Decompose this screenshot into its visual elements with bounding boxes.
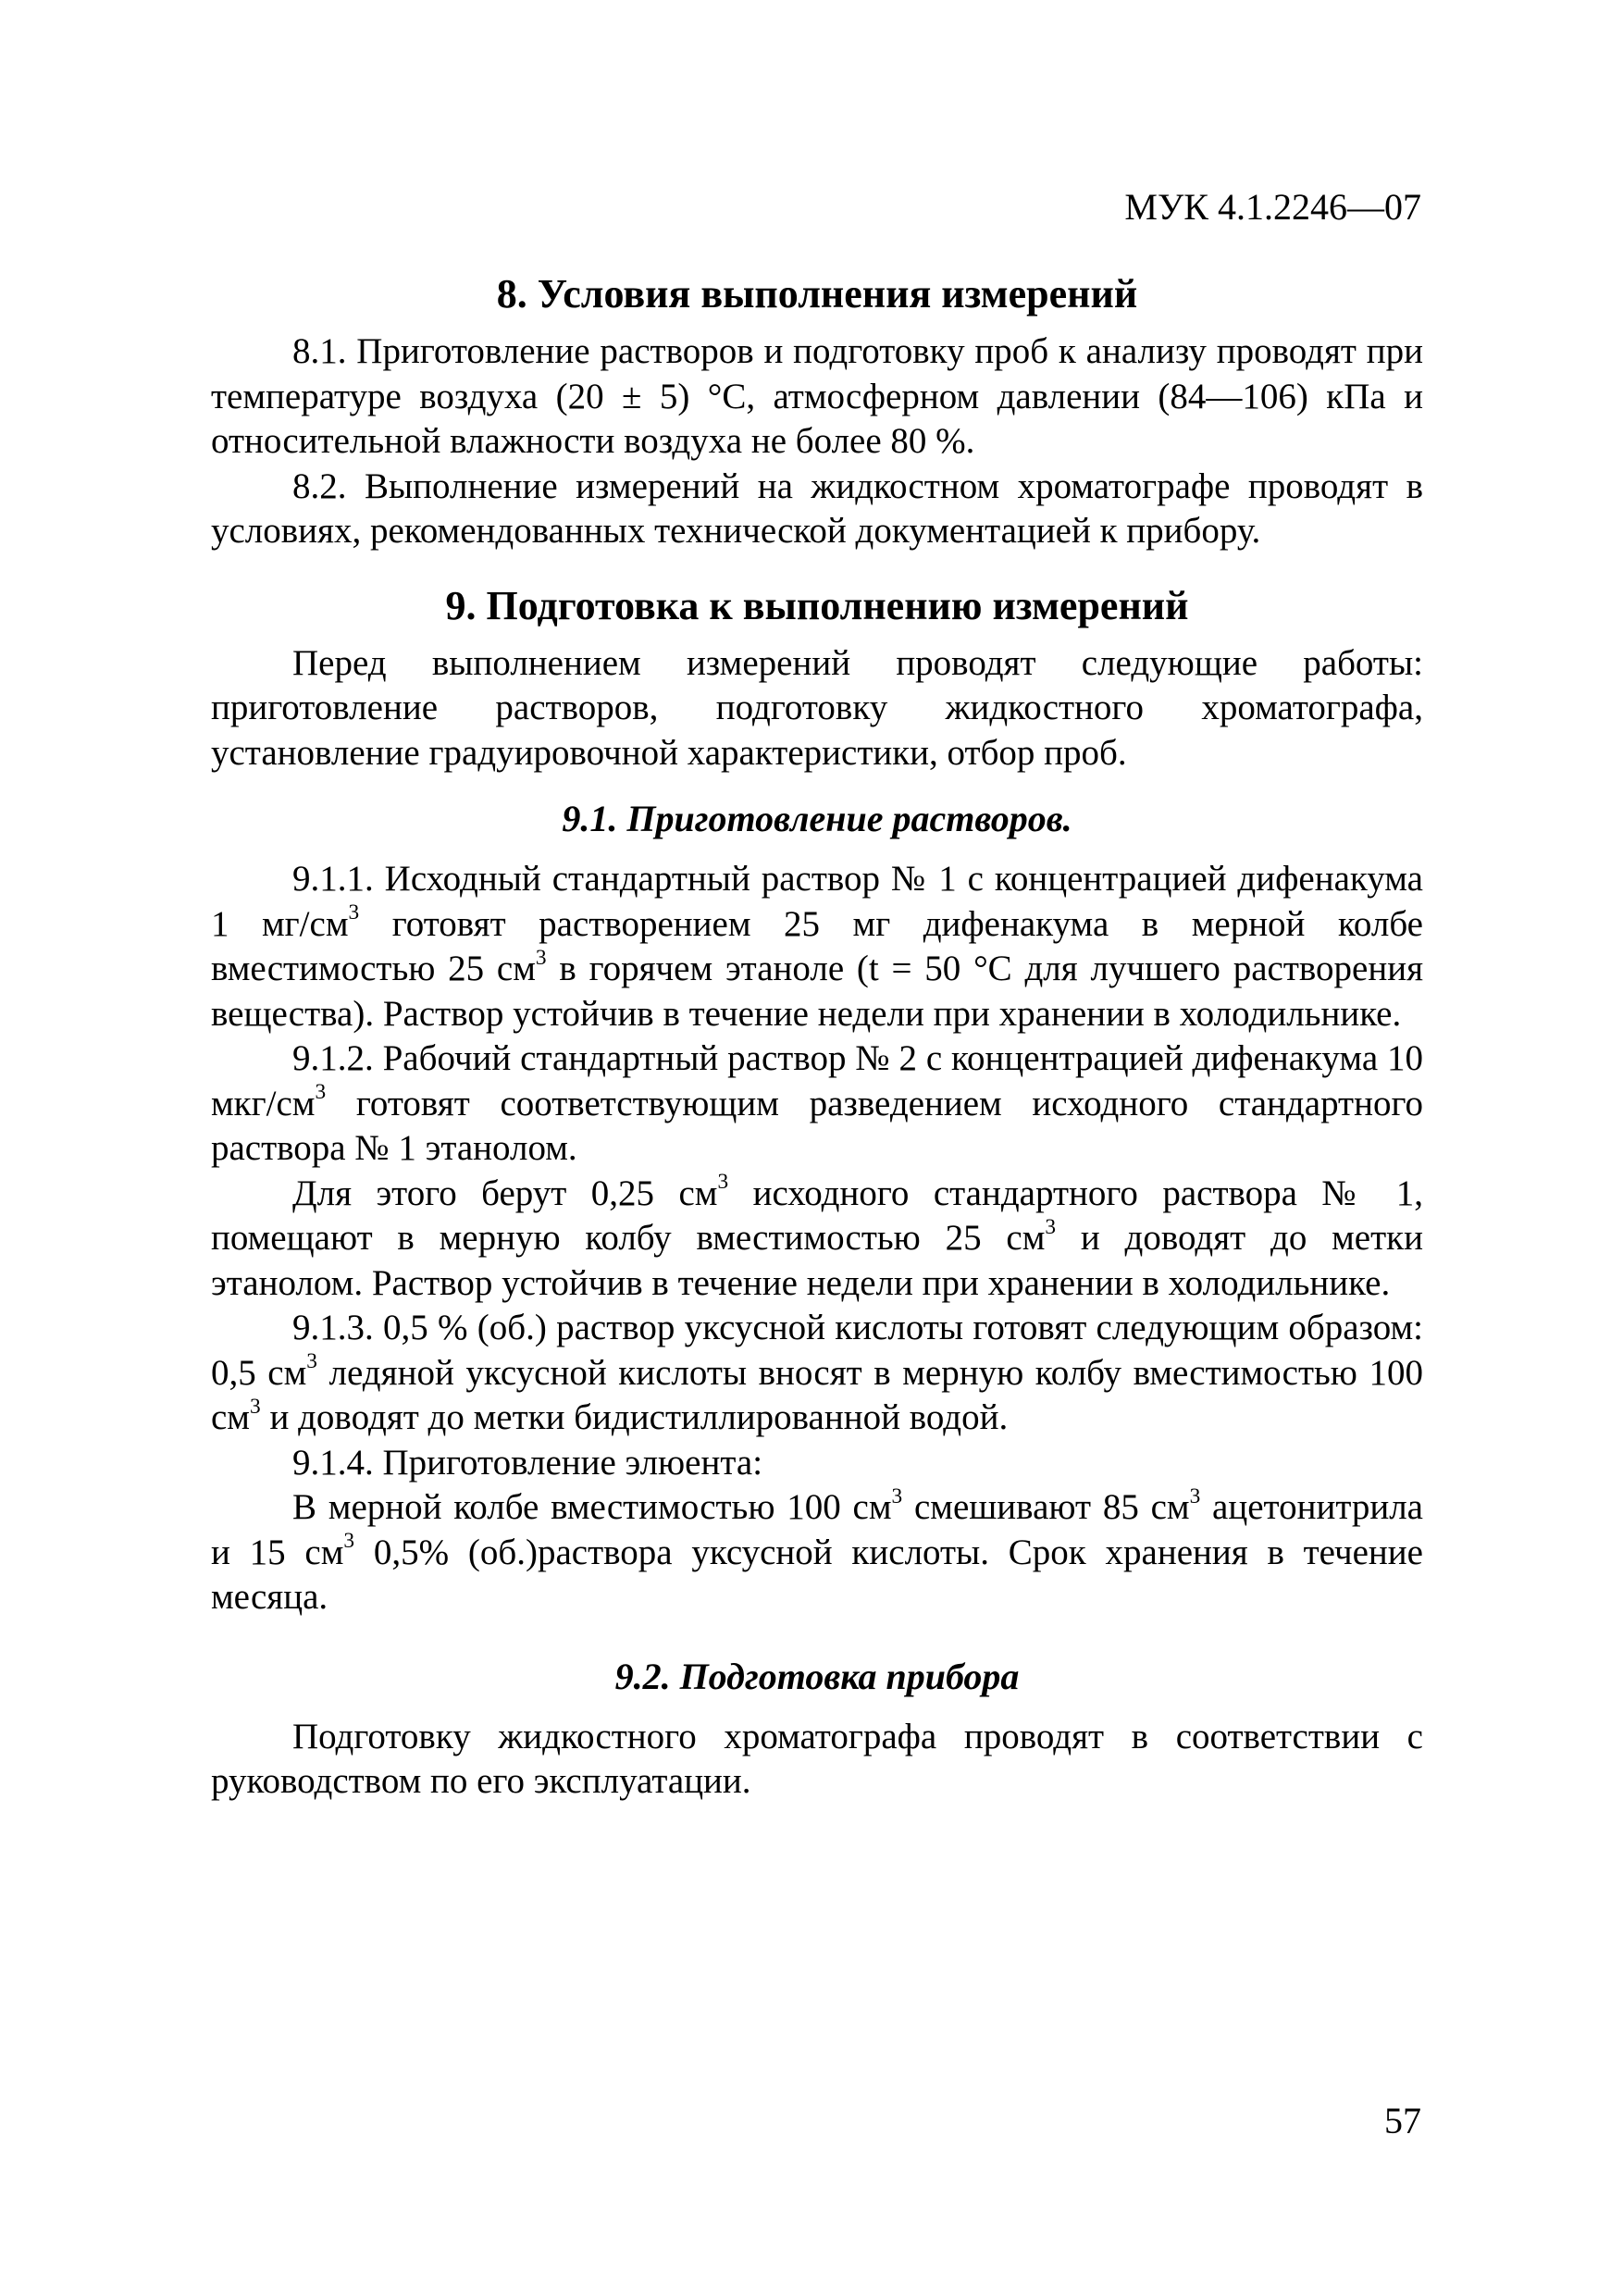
- text-run: 9.1.2. Рабочий стандартный раствор № 2 с концентрацией дифенакума 10 мкг/см: [211, 1038, 1423, 1123]
- superscript: 3: [535, 945, 547, 970]
- superscript: 3: [306, 1349, 317, 1373]
- text-run: в горячем этаноле (t = 50 °С для лучшего растворения вещества). Раствор устойчив в течение недели при хранении в холодильнике.: [211, 949, 1424, 1034]
- superscript: 3: [250, 1394, 261, 1419]
- spacer: [211, 1620, 1423, 1654]
- text-run: и доводят до метки этанолом. Раствор устойчив в течение недели при хранении в холодильнике.: [211, 1218, 1423, 1303]
- paragraph-9-1-3: [211, 1306, 1423, 1441]
- paragraph-9-1-1: [211, 857, 1423, 1036]
- paragraph-9-1-4: 9.1.4. Приготовление элюента:: [292, 1442, 763, 1483]
- text-run: 0,5% (об.)раствора уксусной кислоты. Срок хранения в течение месяца.: [211, 1532, 1423, 1617]
- paragraph-9-intro: Перед выполнением измерений проводят следующие работы: приготовление растворов, подготовку жидкостного хроматографа, установление градуировочной характеристики, отбор проб.: [211, 642, 1423, 773]
- text-run: и доводят до метки бидистиллированной водой.: [260, 1397, 1009, 1437]
- text-run: смешивают 85 см: [902, 1487, 1190, 1527]
- page-number: 57: [1384, 2100, 1421, 2141]
- page-content: [211, 270, 1423, 1805]
- text-run: 9.1.3. 0,5 % (об.) раствор уксусной кислоты готовят следующим образом: 0,5 см: [211, 1308, 1423, 1393]
- superscript: 3: [717, 1170, 729, 1194]
- superscript: 3: [315, 1080, 327, 1104]
- paragraph-8-2: 8.2. Выполнение измерений на жидкостном хроматографе проводят в условиях, рекомендованных технической документацией к прибору.: [211, 465, 1423, 551]
- document-code: МУК 4.1.2246—07: [1124, 186, 1421, 228]
- section-8-heading: 8. Условия выполнения измерений: [496, 271, 1138, 316]
- superscript: 3: [348, 900, 360, 925]
- text-run: 9.1.1. Исходный стандартный раствор № 1 с концентрацией дифенакума 1 мг/см: [211, 859, 1423, 944]
- text-run: ледяной уксусной кислоты вносят в мерную колбу вместимостью 100 см: [211, 1352, 1423, 1437]
- text-run: ацетонитрила и 15 см: [211, 1487, 1423, 1572]
- spacer: [211, 776, 1423, 796]
- superscript: 3: [1045, 1214, 1057, 1239]
- text-run: Для этого берут 0,25 см: [292, 1173, 718, 1213]
- text-run: готовят растворением 25 мг дифенакума в мерной колбе вместимостью 25 см: [211, 903, 1423, 988]
- section-9-heading: 9. Подготовка к выполнению измерений: [445, 582, 1189, 628]
- paragraph-9-2: Подготовку жидкостного хроматографа проводят в соответствии с руководством по его эксплуатации.: [211, 1716, 1423, 1801]
- paragraph-dilution: [211, 1172, 1423, 1307]
- paragraph-eluent: [211, 1485, 1423, 1620]
- text-run: исходного стандартного раствора № 1, помещают в мерную колбу вместимостью 25 см: [211, 1173, 1423, 1258]
- text-run: В мерной колбе вместимостью 100 см: [292, 1487, 892, 1527]
- subsection-9-1-heading: 9.1. Приготовление растворов.: [562, 798, 1072, 839]
- superscript: 3: [1189, 1483, 1201, 1508]
- spacer: [211, 554, 1423, 582]
- subsection-9-2-heading: 9.2. Подготовка прибора: [614, 1655, 1020, 1697]
- text-run: готовят соответствующим разведением исходного стандартного раствора № 1 этанолом.: [211, 1083, 1423, 1168]
- superscript: 3: [343, 1529, 355, 1553]
- superscript: 3: [891, 1483, 903, 1508]
- paragraph-9-1-2: [211, 1036, 1423, 1172]
- paragraph-8-1: 8.1. Приготовление растворов и подготовку проб к анализу проводят при температуре воздуха (20 ± 5) °С, атмосферном давлении (84—106) кПа и относительной влажности воздуха не более 80 %.: [211, 331, 1423, 461]
